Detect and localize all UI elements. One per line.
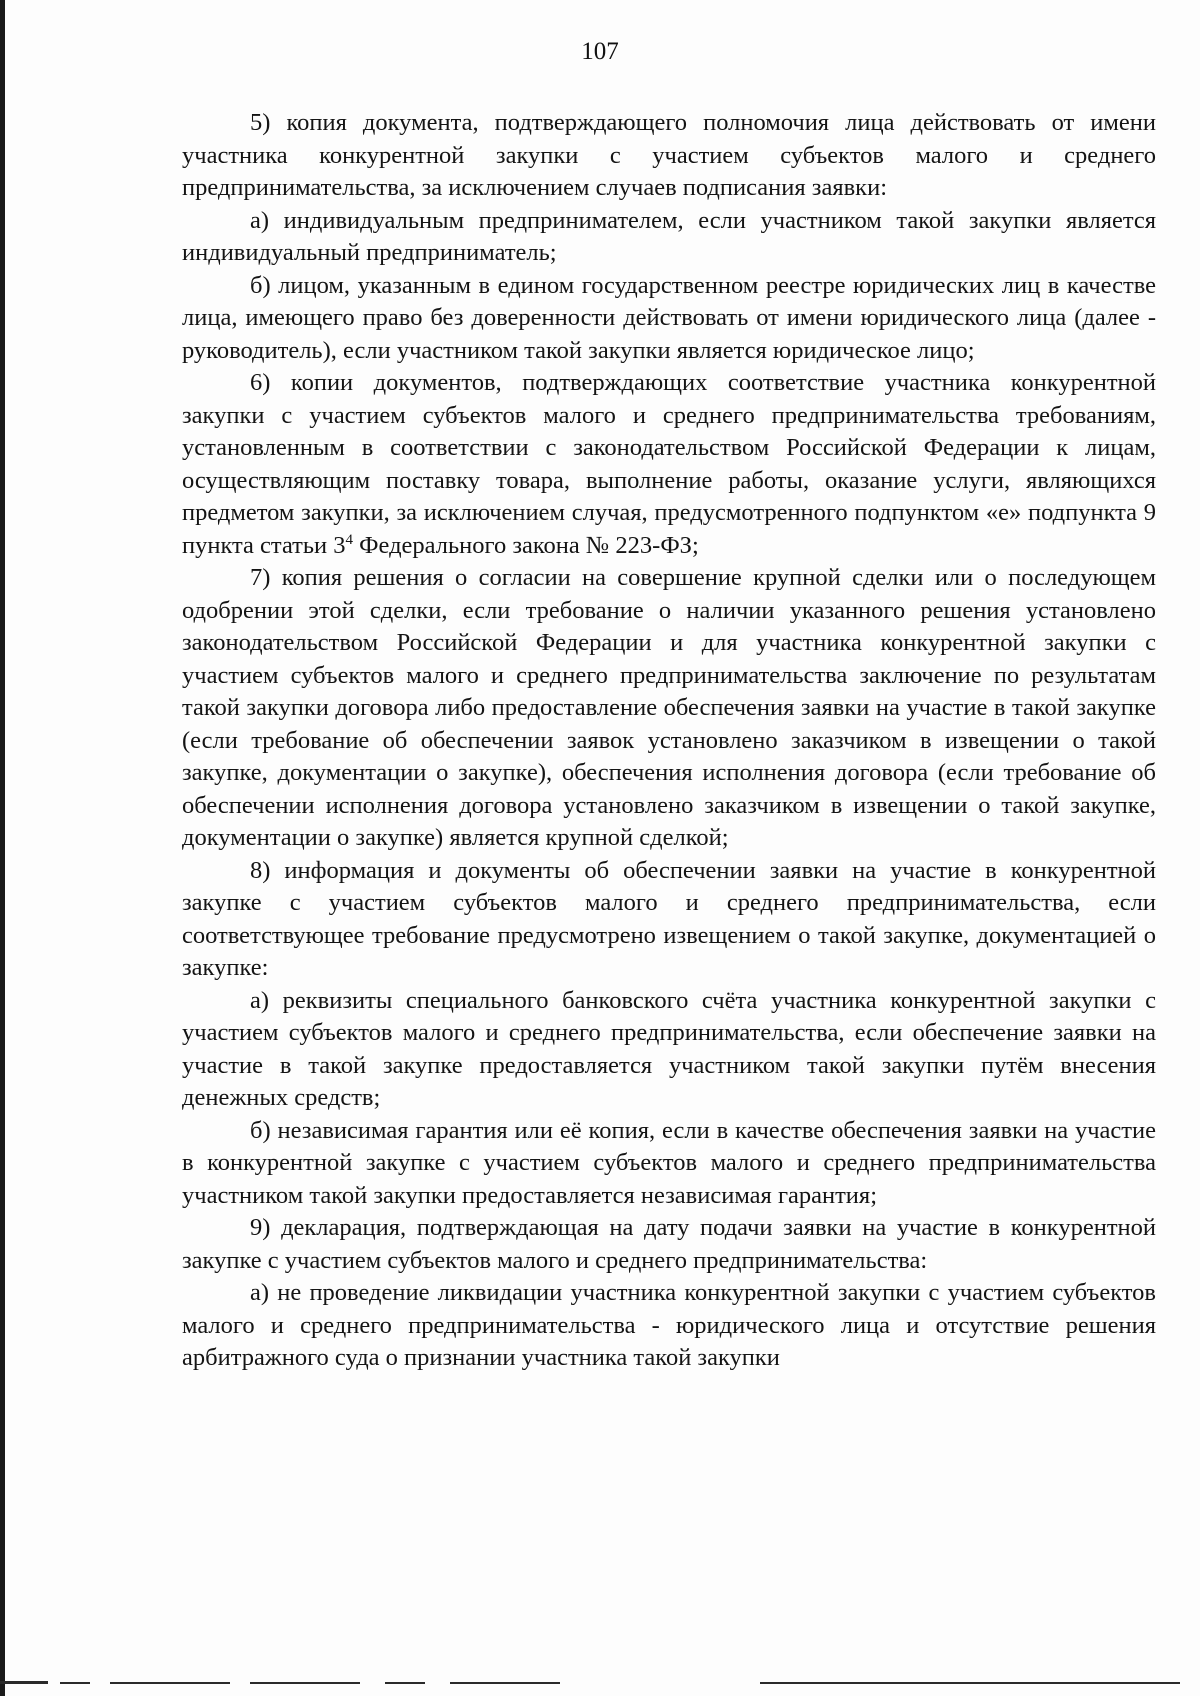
paragraph-8a: а) реквизиты специального банковского счёта участника конкурентной закупки с участием субъектов малого и среднего предпринимательства, если обеспечение заявки на участие в такой закупке предоставляется участником такой закупки путём внесения денежных средств; bbox=[182, 986, 1156, 1111]
paragraph-5a: а) индивидуальным предпринимателем, если участником такой закупки является индивидуальный предприниматель; bbox=[182, 206, 1156, 266]
paragraph-6-text: 6) копии документов, подтверждающих соответствие участника конкурентной закупки с участием субъектов малого и среднего предпринимательства требованиям, установленным в соответствии с законодательством Российской Федерации к лицам, осуществляющим поставку товара, выполнение работы, оказание услуги, являющихся предметом закупки, за исключением случая, предусмотренного подпунктом «е» подпункта 9 пункта статьи 3 bbox=[182, 369, 1156, 559]
scan-bottom-line bbox=[0, 1681, 48, 1684]
scan-bottom-line bbox=[450, 1682, 560, 1684]
paragraph-6-tail: Федерального закона № 223-ФЗ; bbox=[353, 531, 699, 559]
scan-bottom-line bbox=[385, 1682, 425, 1684]
scan-left-edge bbox=[0, 0, 5, 1696]
page-number: 107 bbox=[581, 38, 619, 65]
paragraph-6 bbox=[182, 367, 1156, 562]
paragraph-7: 7) копия решения о согласии на совершение крупной сделки или о последующем одобрении этой сделки, если требование о наличии указанного решения установлено законодательством Российской Федерации и для участника конкурентной закупки с участием субъектов малого и среднего предпринимательства заключение по результатам такой закупки договора либо предоставление обеспечения заявки на участие в такой закупке (если требование об обеспечении заявок установлено заказчиком в извещении о такой закупке, документации о закупке), обеспечения исполнения договора (если требование об обеспечении исполнения договора установлено заказчиком в извещении о такой закупке, документации о закупке) является крупной сделкой; bbox=[182, 564, 1156, 851]
scan-bottom-line bbox=[110, 1682, 230, 1684]
paragraph-8: 8) информация и документы об обеспечении заявки на участие в конкурентной закупке с участием субъектов малого и среднего предпринимательства, если соответствующее требование предусмотрено извещением о такой закупке, документацией о закупке: bbox=[182, 856, 1156, 981]
paragraph-6-superscript: 4 bbox=[345, 531, 354, 548]
paragraph-5: 5) копия документа, подтверждающего полномочия лица действовать от имени участника конкурентной закупки с участием субъектов малого и среднего предпринимательства, за исключением случаев подписания заявки: bbox=[182, 109, 1156, 201]
paragraph-9a: а) не проведение ликвидации участника конкурентной закупки с участием субъектов малого и среднего предпринимательства - юридического лица и отсутствие решения арбитражного суда о признании участника такой закупки bbox=[182, 1279, 1156, 1371]
scan-bottom-line bbox=[60, 1682, 90, 1684]
scan-bottom-line bbox=[250, 1682, 360, 1684]
paragraph-9: 9) декларация, подтверждающая на дату подачи заявки на участие в конкурентной закупке с участием субъектов малого и среднего предпринимательства: bbox=[182, 1214, 1156, 1274]
paragraph-8b: б) независимая гарантия или её копия, если в качестве обеспечения заявки на участие в конкурентной закупке с участием субъектов малого и среднего предпринимательства участником такой закупки предоставляется независимая гарантия; bbox=[182, 1116, 1156, 1209]
paragraph-5b: б) лицом, указанным в едином государственном реестре юридических лиц в качестве лица, имеющего право без доверенности действовать от имени юридического лица (далее - руководитель), если участником такой закупки является юридическое лицо; bbox=[182, 271, 1156, 364]
document-body bbox=[182, 107, 1156, 1375]
scan-bottom-line bbox=[760, 1682, 1180, 1684]
